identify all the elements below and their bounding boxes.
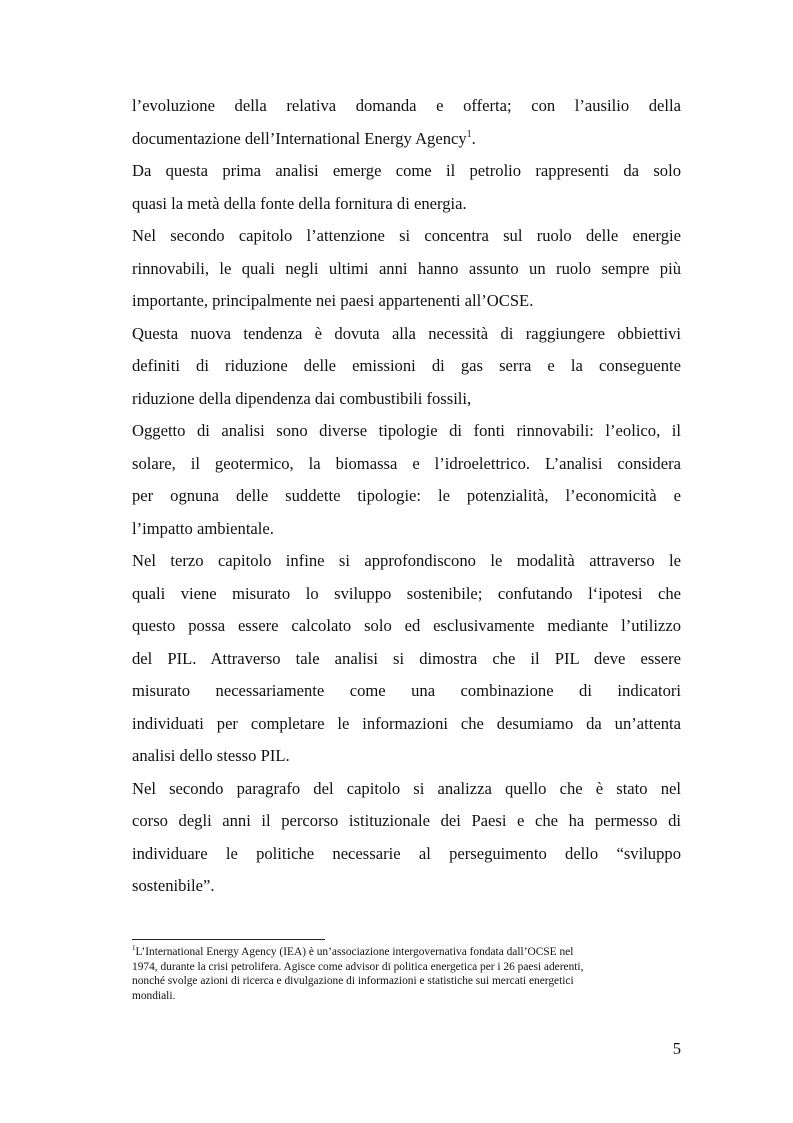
text-line: Da questa prima analisi emerge come il petrolio rappresenti da solo	[132, 161, 681, 180]
text-line: misurato necessariamente come una combinazione di indicatori	[132, 681, 681, 700]
text-line: riduzione della dipendenza dai combustibili fossili,	[132, 388, 472, 408]
text-line: del PIL. Attraverso tale analisi si dimostra che il PIL deve essere	[132, 648, 681, 668]
text-line: solare, il geotermico, la biomassa e l’idroelettrico. L’analisi considera	[132, 453, 681, 473]
text-line: Nel terzo capitolo infine si approfondiscono le modalità attraverso le	[132, 551, 681, 570]
text-line: individuati per completare le informazioni che desumiamo da un’attenta	[132, 713, 681, 733]
page-number: 5	[672, 1039, 681, 1058]
text-line: corso degli anni il percorso istituzionale dei Paesi e che ha permesso di	[132, 811, 681, 830]
text-line: Questa nuova tendenza è dovuta alla necessità di raggiungere obbiettivi	[132, 323, 681, 343]
footnote-line: mondiali.	[132, 989, 176, 1002]
footnote	[132, 945, 681, 1003]
footnote-line	[132, 945, 681, 960]
text-line: Nel secondo capitolo l’attenzione si concentra sul ruolo delle energie	[132, 226, 681, 245]
text-line: definiti di riduzione delle emissioni di gas serra e la conseguente	[132, 356, 681, 375]
text-line: questo possa essere calcolato solo ed esclusivamente mediante l’utilizzo	[132, 616, 681, 635]
text-line: Nel secondo paragrafo del capitolo si analizza quello che è stato nel	[132, 778, 681, 798]
footnote-reference: 1	[466, 128, 472, 140]
text-line: l’impatto ambientale.	[132, 518, 274, 538]
main-text	[132, 90, 681, 903]
text-line: per ognuna delle suddette tipologie: le potenzialità, l’economicità e	[132, 486, 681, 505]
text-line: Oggetto di analisi sono diverse tipologie di fonti rinnovabili: l’eolico, il	[132, 421, 681, 440]
text-line: rinnovabili, le quali negli ultimi anni hanno assunto un ruolo sempre più	[132, 258, 681, 278]
text-line: analisi dello stesso PIL.	[132, 746, 290, 765]
text-line: importante, principalmente nei paesi appartenenti all’OCSE.	[132, 291, 534, 310]
text-line: quali viene misurato lo sviluppo sostenibile; confutando l‘ipotesi che	[132, 583, 681, 603]
text-line	[132, 123, 681, 156]
footnote-separator	[132, 939, 325, 940]
text-line-content: documentazione dell’International Energy Agency	[132, 128, 467, 148]
text-line: quasi la metà della fonte della fornitura di energia.	[132, 193, 467, 213]
text-line-end: .	[471, 128, 476, 148]
text-line: l’evoluzione della relativa domanda e offerta; con l’ausilio della	[132, 96, 681, 115]
footnote-line: nonché svolge azioni di ricerca e divulgazione di informazioni e statistiche sui mercati energetici	[132, 975, 574, 988]
footnote-text: L’International Energy Agency (IEA) è un’associazione intergovernativa fondata dall’OCSE nel	[135, 946, 574, 958]
text-line: sostenibile”.	[132, 876, 215, 895]
text-line: individuare le politiche necessarie al perseguimento dello “sviluppo	[132, 843, 681, 863]
footnote-marker: 1	[132, 944, 136, 952]
footnote-line: 1974, durante la crisi petrolifera. Agisce come advisor di politica energetica per i 26 paesi aderenti,	[132, 960, 584, 973]
